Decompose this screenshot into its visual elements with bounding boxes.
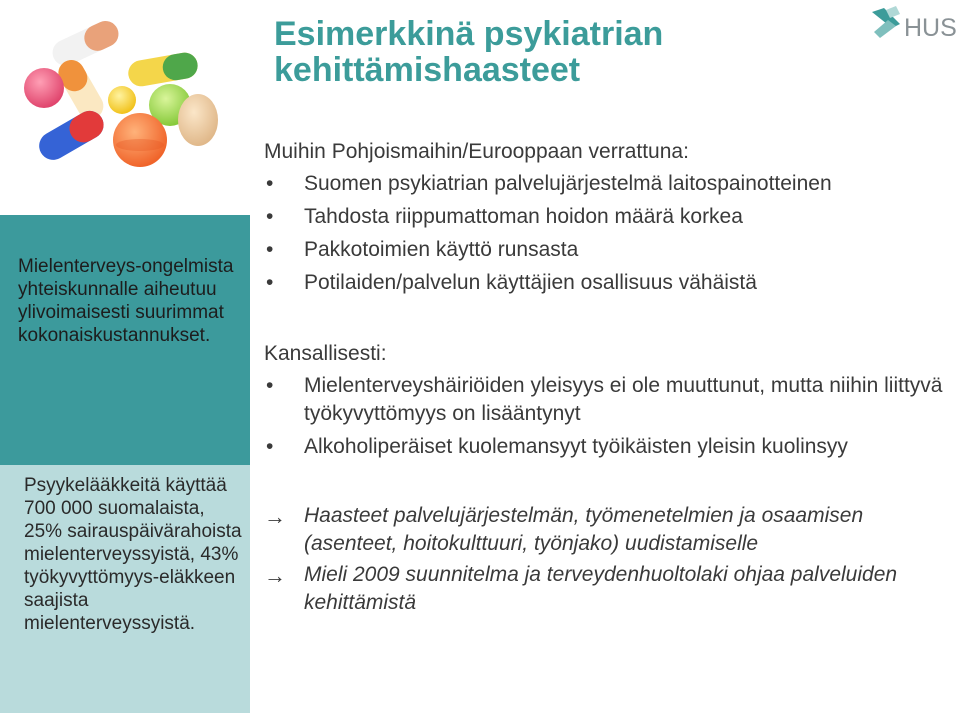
conclusion-text: Mieli 2009 suunnitelma ja terveydenhuoltolaki ohjaa palveluiden kehittämistä (304, 563, 898, 614)
sidebar-cost-text: Mielenterveys-ongelmista yhteiskunnalle aiheutuu ylivoimaisesti suurimmat kokonaiskustannukset. (18, 256, 234, 346)
list-item: • Alkoholiperäiset kuolemansyyt työikäisten yleisin kuolinsyy (264, 433, 960, 461)
national-list (264, 372, 960, 466)
nordic-heading: Muihin Pohjoismaihin/Eurooppaan verrattuna: (264, 140, 689, 163)
list-item: • Mielenterveyshäiriöiden yleisyys ei ole muuttunut, mutta niihin liittyvä työkyvyttömyys on lisääntynyt (264, 372, 960, 428)
nordic-list (264, 170, 960, 302)
sidebar-cost-panel (0, 215, 250, 465)
list-item: • Pakkotoimien käyttö runsasta (264, 236, 960, 264)
arrow-right-icon: → (264, 504, 286, 529)
conclusions-list (264, 502, 960, 620)
list-item (264, 502, 960, 558)
list-item: • Tahdosta riippumattoman hoidon määrä korkea (264, 203, 960, 231)
conclusion-text: Haasteet palvelujärjestelmän, työmenetelmien ja osaamisen (asenteet, hoitokulttuuri, työnjako) uudistamiselle (304, 504, 864, 555)
hus-logo-text: HUS (904, 14, 957, 42)
sidebar-stats-text: Psyykelääkkeitä käyttää 700 000 suomalaista, 25% sairauspäivärahoista mielenterveyssyistä, 43% työkyvyttömyys-eläkkeen saajista mielenterveyssyistä. (24, 475, 242, 634)
arrow-right-icon: → (264, 563, 286, 588)
list-item: • Potilaiden/palvelun käyttäjien osallisuus vähäistä (264, 269, 960, 297)
pills-photo (0, 0, 250, 215)
page-title: Esimerkkinä psykiatrian kehittämishaasteet (274, 15, 664, 89)
list-item (264, 561, 960, 617)
sidebar-stats-panel (0, 465, 250, 713)
national-heading: Kansallisesti: (264, 342, 387, 365)
list-item: • Suomen psykiatrian palvelujärjestelmä laitospainotteinen (264, 170, 960, 198)
